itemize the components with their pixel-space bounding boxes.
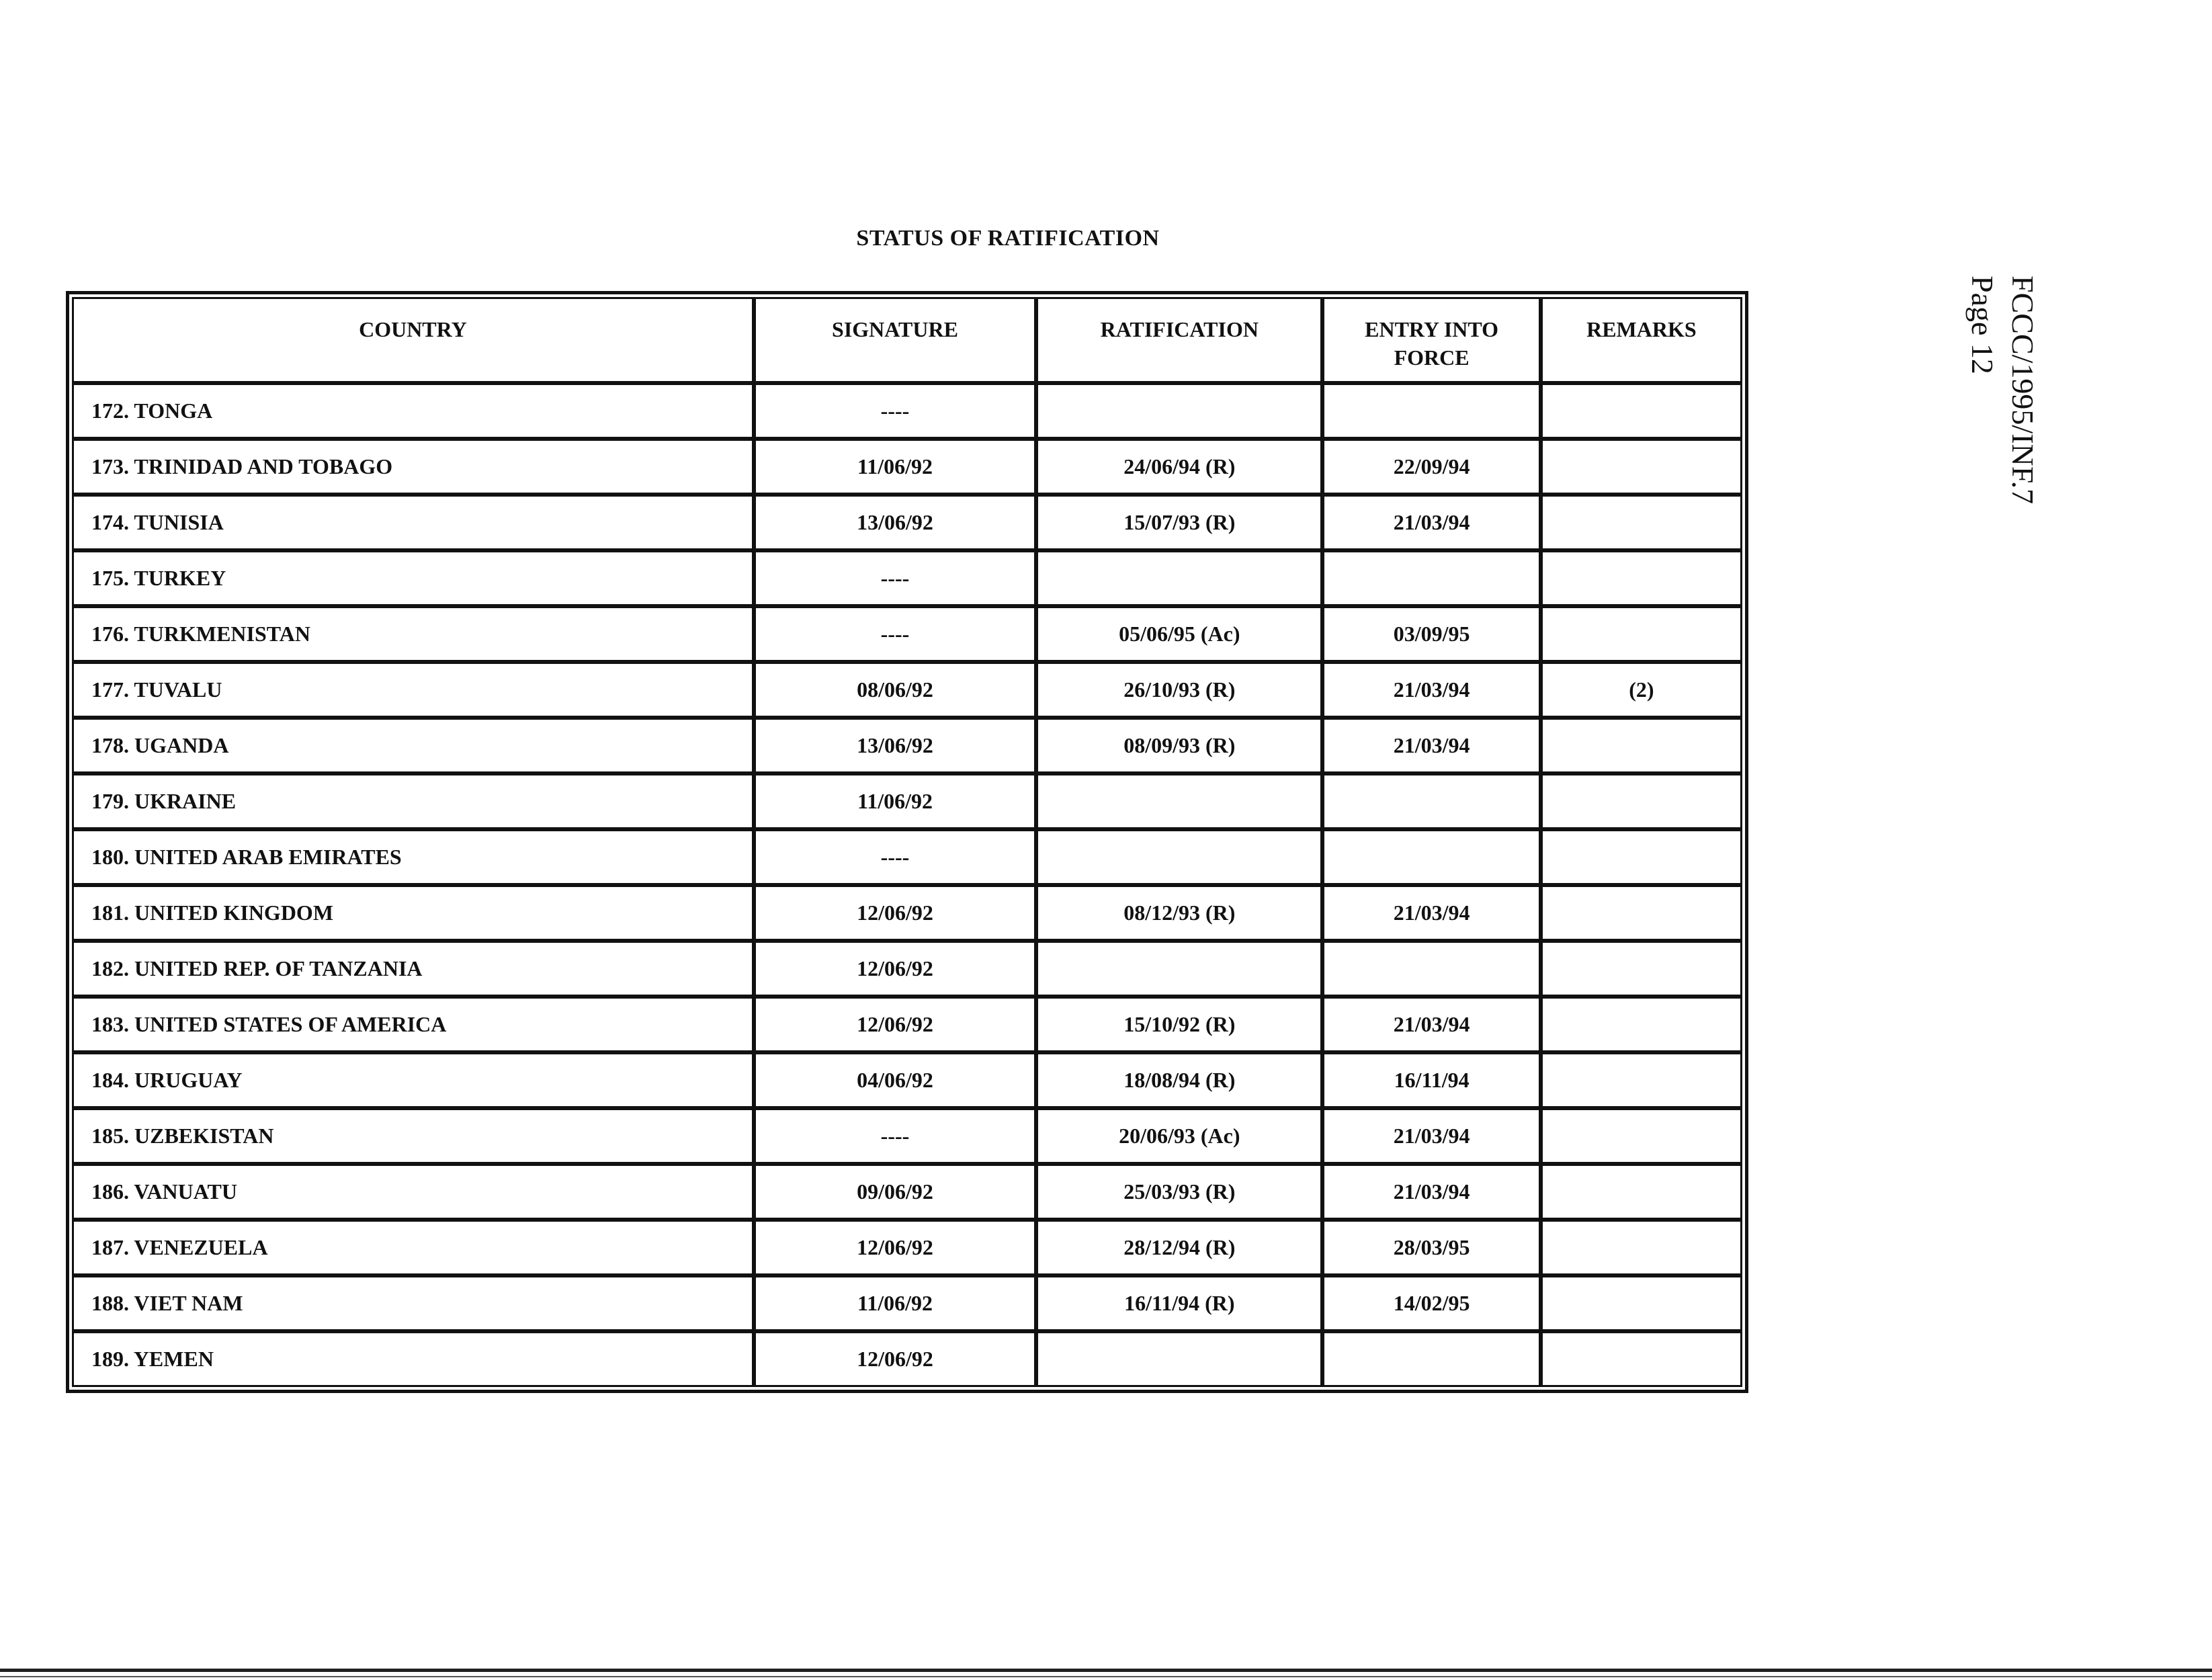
cell-ratification: 18/08/94 (R) xyxy=(1036,1052,1322,1108)
table-row xyxy=(72,1220,1742,1275)
cell-signature: 13/06/92 xyxy=(754,495,1036,550)
table-row xyxy=(72,829,1742,885)
cell-country: 186. VANUATU xyxy=(72,1164,754,1220)
cell-remarks xyxy=(1541,773,1742,829)
table-row xyxy=(72,383,1742,439)
cell-ratification xyxy=(1036,383,1322,439)
column-header-signature: SIGNATURE xyxy=(754,297,1036,383)
cell-ratification xyxy=(1036,1331,1322,1387)
cell-entry-into-force: 21/03/94 xyxy=(1322,1164,1540,1220)
table-row xyxy=(72,495,1742,550)
cell-entry-into-force: 21/03/94 xyxy=(1322,997,1540,1052)
cell-country: 179. UKRAINE xyxy=(72,773,754,829)
cell-ratification: 24/06/94 (R) xyxy=(1036,439,1322,495)
cell-remarks xyxy=(1541,718,1742,773)
table-row xyxy=(72,1052,1742,1108)
cell-country: 183. UNITED STATES OF AMERICA xyxy=(72,997,754,1052)
cell-entry-into-force xyxy=(1322,773,1540,829)
cell-country: 178. UGANDA xyxy=(72,718,754,773)
cell-signature: 11/06/92 xyxy=(754,773,1036,829)
cell-ratification xyxy=(1036,829,1322,885)
cell-remarks xyxy=(1541,1275,1742,1331)
status-table xyxy=(72,297,1742,1387)
document-reference-block xyxy=(1949,276,2056,558)
column-header-country: COUNTRY xyxy=(72,297,754,383)
cell-remarks xyxy=(1541,1164,1742,1220)
column-header-ratification: RATIFICATION xyxy=(1036,297,1322,383)
column-header-remarks: REMARKS xyxy=(1541,297,1742,383)
cell-remarks xyxy=(1541,941,1742,997)
cell-country: 184. URUGUAY xyxy=(72,1052,754,1108)
table-row xyxy=(72,941,1742,997)
cell-entry-into-force: 21/03/94 xyxy=(1322,495,1540,550)
table-row xyxy=(72,662,1742,718)
cell-signature: 13/06/92 xyxy=(754,718,1036,773)
cell-ratification xyxy=(1036,773,1322,829)
cell-country: 180. UNITED ARAB EMIRATES xyxy=(72,829,754,885)
cell-signature: 12/06/92 xyxy=(754,941,1036,997)
cell-remarks xyxy=(1541,383,1742,439)
cell-entry-into-force: 16/11/94 xyxy=(1322,1052,1540,1108)
cell-ratification: 15/07/93 (R) xyxy=(1036,495,1322,550)
cell-entry-into-force: 22/09/94 xyxy=(1322,439,1540,495)
table-body xyxy=(72,383,1742,1387)
cell-entry-into-force: 28/03/95 xyxy=(1322,1220,1540,1275)
table-row xyxy=(72,550,1742,606)
cell-signature: 04/06/92 xyxy=(754,1052,1036,1108)
cell-country: 182. UNITED REP. OF TANZANIA xyxy=(72,941,754,997)
cell-signature: 12/06/92 xyxy=(754,1331,1036,1387)
cell-country: 188. VIET NAM xyxy=(72,1275,754,1331)
cell-entry-into-force xyxy=(1322,383,1540,439)
cell-country: 187. VENEZUELA xyxy=(72,1220,754,1275)
table-row xyxy=(72,997,1742,1052)
table-row xyxy=(72,439,1742,495)
cell-ratification xyxy=(1036,550,1322,606)
cell-remarks xyxy=(1541,495,1742,550)
page-number: Page 12 xyxy=(1965,276,2000,374)
cell-signature: ---- xyxy=(754,1108,1036,1164)
cell-signature: 11/06/92 xyxy=(754,1275,1036,1331)
column-header-entry-into-force: ENTRY INTO FORCE xyxy=(1322,297,1540,383)
cell-signature: 09/06/92 xyxy=(754,1164,1036,1220)
cell-ratification: 28/12/94 (R) xyxy=(1036,1220,1322,1275)
cell-ratification: 15/10/92 (R) xyxy=(1036,997,1322,1052)
cell-country: 177. TUVALU xyxy=(72,662,754,718)
cell-remarks xyxy=(1541,1220,1742,1275)
cell-country: 174. TUNISIA xyxy=(72,495,754,550)
cell-entry-into-force xyxy=(1322,941,1540,997)
page-bottom-rule-thin xyxy=(0,1676,2212,1677)
cell-entry-into-force: 14/02/95 xyxy=(1322,1275,1540,1331)
cell-country: 175. TURKEY xyxy=(72,550,754,606)
cell-signature: 08/06/92 xyxy=(754,662,1036,718)
table-row xyxy=(72,1108,1742,1164)
cell-signature: 11/06/92 xyxy=(754,439,1036,495)
status-table-frame xyxy=(66,291,1748,1393)
cell-country: 173. TRINIDAD AND TOBAGO xyxy=(72,439,754,495)
cell-entry-into-force: 03/09/95 xyxy=(1322,606,1540,662)
cell-remarks xyxy=(1541,1052,1742,1108)
cell-country: 189. YEMEN xyxy=(72,1331,754,1387)
cell-remarks xyxy=(1541,829,1742,885)
table-header-row xyxy=(72,297,1742,383)
cell-ratification: 08/09/93 (R) xyxy=(1036,718,1322,773)
cell-entry-into-force: 21/03/94 xyxy=(1322,718,1540,773)
table-row xyxy=(72,1164,1742,1220)
table-row xyxy=(72,773,1742,829)
page-bottom-rule xyxy=(0,1669,2212,1672)
cell-signature: ---- xyxy=(754,383,1036,439)
cell-country: 185. UZBEKISTAN xyxy=(72,1108,754,1164)
document-reference: FCCC/1995/INF.7 xyxy=(2006,276,2040,505)
cell-signature: ---- xyxy=(754,829,1036,885)
cell-remarks xyxy=(1541,606,1742,662)
table-row xyxy=(72,885,1742,941)
cell-signature: ---- xyxy=(754,550,1036,606)
cell-entry-into-force: 21/03/94 xyxy=(1322,885,1540,941)
table-row xyxy=(72,1275,1742,1331)
cell-signature: ---- xyxy=(754,606,1036,662)
table-row xyxy=(72,1331,1742,1387)
cell-remarks xyxy=(1541,1108,1742,1164)
table-row xyxy=(72,718,1742,773)
cell-ratification: 20/06/93 (Ac) xyxy=(1036,1108,1322,1164)
cell-entry-into-force: 21/03/94 xyxy=(1322,662,1540,718)
cell-ratification: 08/12/93 (R) xyxy=(1036,885,1322,941)
cell-ratification: 16/11/94 (R) xyxy=(1036,1275,1322,1331)
cell-country: 176. TURKMENISTAN xyxy=(72,606,754,662)
cell-remarks xyxy=(1541,885,1742,941)
cell-entry-into-force xyxy=(1322,829,1540,885)
table-row xyxy=(72,606,1742,662)
cell-remarks: (2) xyxy=(1541,662,1742,718)
cell-ratification xyxy=(1036,941,1322,997)
cell-ratification: 26/10/93 (R) xyxy=(1036,662,1322,718)
cell-country: 181. UNITED KINGDOM xyxy=(72,885,754,941)
cell-entry-into-force xyxy=(1322,550,1540,606)
cell-remarks xyxy=(1541,550,1742,606)
cell-entry-into-force xyxy=(1322,1331,1540,1387)
cell-signature: 12/06/92 xyxy=(754,997,1036,1052)
cell-entry-into-force: 21/03/94 xyxy=(1322,1108,1540,1164)
cell-ratification: 25/03/93 (R) xyxy=(1036,1164,1322,1220)
cell-signature: 12/06/92 xyxy=(754,885,1036,941)
cell-remarks xyxy=(1541,439,1742,495)
cell-signature: 12/06/92 xyxy=(754,1220,1036,1275)
cell-country: 172. TONGA xyxy=(72,383,754,439)
cell-ratification: 05/06/95 (Ac) xyxy=(1036,606,1322,662)
page-title: STATUS OF RATIFICATION xyxy=(856,226,1160,251)
cell-remarks xyxy=(1541,997,1742,1052)
cell-remarks xyxy=(1541,1331,1742,1387)
